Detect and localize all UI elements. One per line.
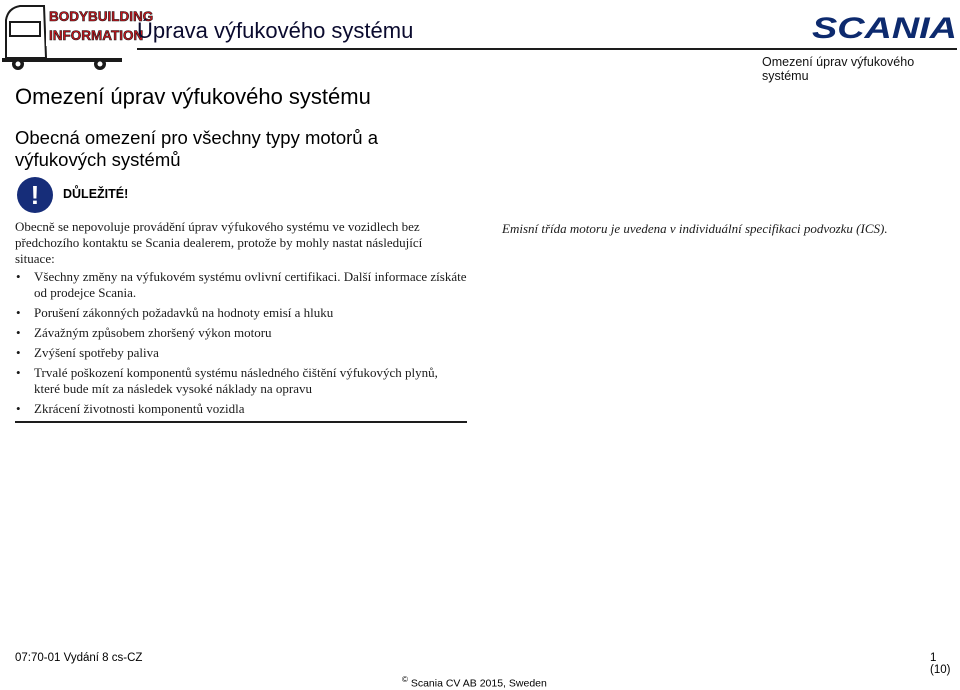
page-number: 1 (10) [930, 652, 951, 676]
list-item [15, 305, 467, 321]
document-title: Omezení úprav výfukového systému [15, 84, 371, 109]
bullet-icon: • [16, 325, 21, 340]
header-subtitle: Omezení úprav výfukového systému [762, 55, 915, 83]
list-item [15, 401, 467, 417]
important-label: DŮLEŽITÉ! [63, 187, 129, 201]
bullet-icon: • [16, 269, 21, 284]
warning-exclamation-icon: ! [17, 177, 53, 213]
list-item [15, 345, 467, 361]
list-item-text: Porušení zákonných požadavků na hodnoty emisí a hluku [34, 305, 334, 320]
consequence-list [15, 269, 467, 421]
brand-wordmark: SCANIA [812, 12, 957, 45]
logo-text-line2: INFORMATION [49, 28, 144, 43]
bodybuilding-information-logo [0, 0, 154, 72]
scania-logo [812, 12, 957, 45]
bullet-icon: • [16, 305, 21, 320]
section-end-divider [15, 421, 467, 423]
list-item-text: Závažným způsobem zhoršený výkon motoru [34, 325, 272, 340]
header-divider [137, 48, 957, 50]
document-code: 07:70-01 Vydání 8 cs-CZ [15, 652, 143, 664]
bullet-icon: • [16, 365, 21, 380]
list-item-text: Zvýšení spotřeby paliva [34, 345, 159, 360]
header-title: Úprava výfukového systému [137, 18, 414, 43]
list-item-text: Všechny změny na výfukovém systému ovlivní certifikaci. Další informace získáte od prodejce Scania. [34, 269, 467, 300]
logo-text-line1: BODYBUILDING [49, 9, 154, 24]
section-heading: Obecná omezení pro všechny typy motorů a výfukových systémů [15, 127, 378, 170]
list-item-text: Zkrácení životnosti komponentů vozidla [34, 401, 245, 416]
list-item [15, 269, 467, 301]
bullet-icon: • [16, 401, 21, 416]
copyright-text: Scania CV AB 2015, Sweden [410, 677, 547, 690]
list-item [15, 365, 467, 397]
copyright-symbol: © [402, 675, 408, 684]
bullet-icon: • [16, 345, 21, 360]
copyright-notice [402, 675, 547, 690]
list-item [15, 325, 467, 341]
emission-class-note: Emisní třída motoru je uvedena v individuální specifikaci podvozku (ICS). [502, 221, 888, 236]
list-item-text: Trvalé poškození komponentů systému následného čištění výfukových plynů, které bude mít za následek vysoké náklady na opravu [34, 365, 438, 396]
intro-paragraph: Obecně se nepovoluje provádění úprav výfukového systému ve vozidlech bez předchozího kontaktu se Scania dealerem, protože by mohly nastat následující situace: [15, 219, 423, 266]
